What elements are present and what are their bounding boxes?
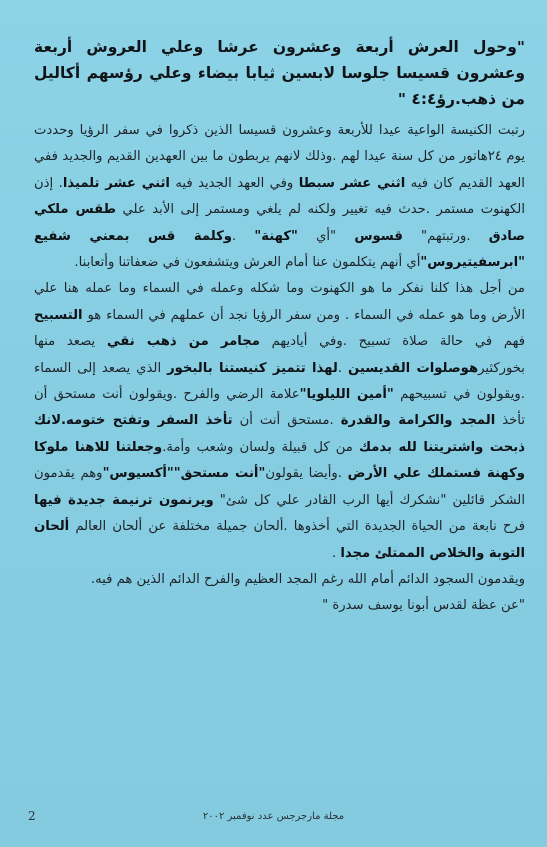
scripture-verse: "وحول العرش أربعة وعشرون عرشا وعلي العروش أربعة وعشرون قسيسا جلوسا لابسين ثيابا بيضاء وعلي رؤسهم أكاليل من ذهب.رؤ٤:٤ " bbox=[34, 38, 525, 108]
emphasis-text: "كهنة" bbox=[254, 228, 298, 244]
body-text: فرح نابعة من الحياة الجديدة التي أخذوها .ألحان جميلة مختلفة عن ألحان العالم bbox=[69, 519, 525, 535]
emphasis-text: طقس ملكي صادق bbox=[34, 202, 525, 244]
emphasis-text: تأخذ السفر وتفتح ختومه.لانك ذبحت واشتريتنا لله بدمك bbox=[34, 413, 525, 455]
emphasis-text: ألحان التوبة والخلاص الممتلئ مجدا bbox=[34, 519, 525, 561]
body-text: وفي العهد الجديد فيه bbox=[169, 175, 299, 191]
body-text: . إذن الكهنوت مستمر .حدث فيه تغيير ولكنه لم يلغي ومستمر إلى الأبد علي bbox=[34, 175, 525, 218]
paragraph-2 bbox=[34, 276, 525, 566]
body-text: وهم يقدمون الشكر قائلين "نشكرك أيها الرب القادر علي كل شئ" bbox=[34, 466, 525, 508]
emphasis-text: "أمين الليلويا" bbox=[299, 387, 394, 403]
emphasis-text: المجد والكرامة والقدرة bbox=[340, 413, 496, 429]
emphasis-text: اثني عشر تلميذا bbox=[62, 175, 170, 191]
body-text: "أي bbox=[297, 228, 355, 244]
body-text: من كل قبيلة ولسان وشعب وأمة. bbox=[162, 439, 359, 455]
emphasis-text: لهذا تتميز كنيستنا بالبخور bbox=[167, 360, 338, 376]
emphasis-text: وكلمة قس بمعني شفيع "ابرسفيتيروس" bbox=[34, 228, 525, 271]
article-body bbox=[34, 34, 525, 620]
emphasis-text: قسوس bbox=[354, 228, 403, 244]
emphasis-text: مجامر من ذهب نقي bbox=[106, 334, 260, 350]
body-text: فهم في حالة صلاة تسبيح .وفي أياديهم bbox=[259, 334, 526, 350]
page-number: 2 bbox=[28, 809, 36, 823]
paragraph-3: ويقدمون السجود الدائم أمام الله رغم المجد العظيم والفرح الدائم الذين هم فيه. bbox=[90, 571, 525, 587]
body-text: يصعد منها بخوركثير bbox=[34, 334, 525, 376]
body-text: . bbox=[332, 545, 341, 561]
body-text: الذي يصعد إلى السماء .ويقولون في تسبيحهم bbox=[34, 360, 525, 403]
emphasis-text: هوصلوات القديسين bbox=[347, 360, 479, 376]
emphasis-text: "أنت مستحق""أكسيوس" bbox=[102, 466, 266, 482]
body-text: رتبت الكنيسة الواعية عيدا للأربعة وعشرون قسيسا الذين ذكروا في سفر الرؤيا وحددت يوم ٢٤هاتور من كل سنة عيدا لهم .وذلك لانهم يربطون ما بين العهدين القديم والجديد ففي العهد القديم كان فيه bbox=[34, 123, 526, 191]
body-text: .وأيضا يقولون bbox=[265, 466, 348, 482]
sermon-signature: "عن عظة لقدس أبونا يوسف سدرة " bbox=[322, 598, 525, 614]
body-text: أي أنهم يتكلمون عنا أمام العرش ويتشفعون في ضعفاتنا وأتعابنا. bbox=[74, 255, 421, 271]
emphasis-text: وجعلتنا للاهنا ملوكا وكهنة فستملك علي الأرض bbox=[34, 439, 525, 482]
body-text: .ورتبتهم" bbox=[402, 228, 489, 244]
paragraph-1 bbox=[34, 118, 525, 276]
emphasis-text: اثني عشر سبطا bbox=[298, 175, 406, 191]
body-text: من أجل هذا كلنا نفكر ما هو الكهنوت وما شكله وعمله في السماء وما عمله هنا علي الأرض وما هو عمله في السماء . ومن سفر الرؤيا نجد أن عملهم في السماء هو bbox=[34, 281, 525, 323]
emphasis-text: التسبيح bbox=[34, 307, 83, 323]
emphasis-text: ويرنمون ترنيمة جديدة فيها bbox=[34, 492, 214, 508]
body-text: .مستحق أنت أن bbox=[232, 413, 341, 429]
publication-title: مجلة مارجرجس عدد نوفمبر ٢٠٠٢ bbox=[202, 811, 345, 822]
body-text: علامة الرضي والفرح .ويقولون أنت مستحق أن تأخذ bbox=[34, 387, 525, 429]
body-text: . bbox=[337, 360, 348, 376]
body-text: . bbox=[231, 228, 255, 244]
